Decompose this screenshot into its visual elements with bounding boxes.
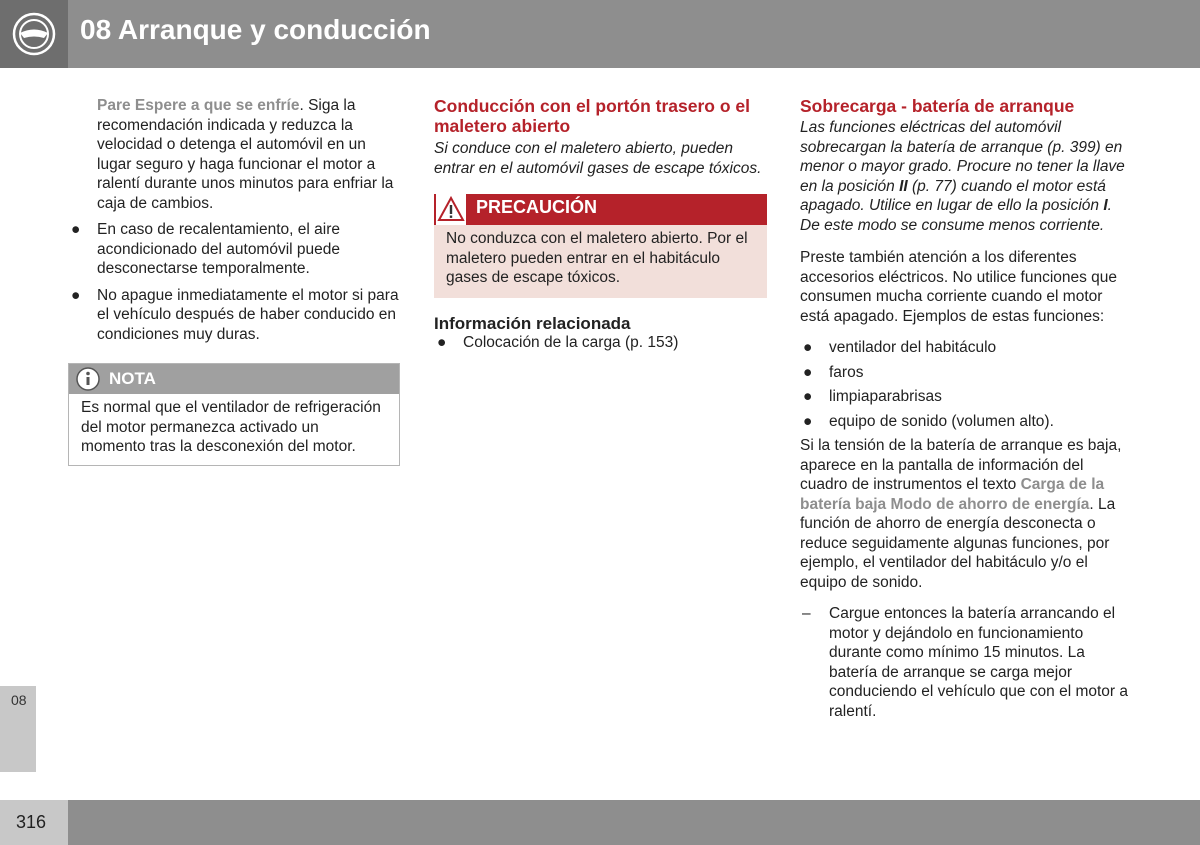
warning-body: No conduzca con el maletero abierto. Por el maletero pueden entrar en el habitáculo gases de escape tóxicos. xyxy=(434,225,767,298)
list-item xyxy=(68,286,400,345)
bullet-icon: ● xyxy=(803,339,813,356)
bullet-text: En caso de recalentamiento, el aire acondicionado del automóvil puede desconectarse temporalmente. xyxy=(97,221,341,277)
note-box xyxy=(68,363,400,466)
bullet-icon: ● xyxy=(437,334,447,351)
related-item-text[interactable]: Colocación de la carga (p. 153) xyxy=(463,334,679,351)
bullet-icon: ● xyxy=(71,221,81,238)
ui-message-text: Carga de la batería baja Modo de ahorro de energía xyxy=(800,476,1105,513)
bullet-text: limpiaparabrisas xyxy=(829,388,942,405)
column-2 xyxy=(434,96,767,353)
chapter-tab-label: 08 xyxy=(11,692,27,708)
info-icon xyxy=(73,364,103,394)
intro-text-c: (p. 77) cuando el motor está apagado. Utilice en lugar de ello la posición xyxy=(800,177,1106,214)
ui-message-text: Pare Espere a que se enfríe xyxy=(97,97,300,114)
section-intro: Si conduce con el maletero abierto, pueden entrar en el automóvil gases de escape tóxicos. xyxy=(434,140,762,177)
header-icon-box xyxy=(0,0,68,68)
bullet-icon: ● xyxy=(803,412,813,430)
paragraph: Preste también atención a los diferentes accesorios eléctricos. No utilice funciones que consumen mucha corriente cuando el motor está apagado. Ejemplos de estas funciones: xyxy=(800,249,1118,325)
key-position-i: I xyxy=(1103,197,1108,214)
bullet-icon: ● xyxy=(803,388,813,405)
page-footer xyxy=(0,800,1200,845)
bullet-text: No apague inmediatamente el motor si para el vehículo después de haber conducido en condiciones muy duras. xyxy=(97,286,399,343)
note-body: Es normal que el ventilador de refrigeración del motor permanezca activado un momento tras la desconexión del motor. xyxy=(81,399,381,455)
intro-paragraph xyxy=(68,96,400,213)
note-header xyxy=(69,364,399,394)
page-number: 316 xyxy=(16,812,47,832)
related-heading: Información relacionada xyxy=(434,313,631,333)
page-number-box xyxy=(0,800,68,845)
step-text: Cargue entonces la batería arrancando el motor y dejándolo en funcionamiento durante como mínimo 15 minutos. La batería de arranque se carga mejor conduciendo el vehículo que con el motor a ralentí. xyxy=(829,605,1129,720)
section-heading: Conducción con el portón trasero o el maletero abierto xyxy=(434,96,750,136)
bullet-text: ventilador del habitáculo xyxy=(829,339,997,356)
step-item xyxy=(800,604,1135,721)
para2-text-a: Si la tensión de la batería de arranque es baja, aparece en la pantalla de información del cuadro de instrumentos el texto xyxy=(800,437,1122,493)
intro-text-a: Las funciones eléctricas del automóvil sobrecargan la batería de arranque (p. 399) en menor o mayor grado. Procure no tener la llave en la posición xyxy=(800,119,1125,195)
intro-text-e: . De este modo se consume menos corriente. xyxy=(800,197,1112,234)
list-item xyxy=(68,220,400,279)
bullet-text: equipo de sonido (volumen alto). xyxy=(829,412,1054,430)
paragraph xyxy=(800,436,1135,592)
bullet-icon: ● xyxy=(803,363,813,381)
list-item xyxy=(800,363,1135,383)
column-1 xyxy=(68,96,400,466)
warning-box xyxy=(434,194,767,298)
intro-text: . Siga la recomendación indicada y reduzca la velocidad o detenga el automóvil en un lugar seguro y haga funcionar el motor a ralentí durante unos minutos para enfriar la caja de cambios. xyxy=(97,97,394,212)
steering-wheel-icon xyxy=(0,0,68,68)
bullet-text: faros xyxy=(829,363,864,381)
para2-text-b: . La función de ahorro de energía desconecta o reduce seguidamente algunas funciones, por ejemplo, el ventilador del habitáculo y/o el equipo de sonido. xyxy=(800,495,1116,591)
dash-icon: – xyxy=(802,605,811,622)
bullet-icon: ● xyxy=(71,286,81,304)
warning-title: PRECAUCIÓN xyxy=(476,197,598,217)
key-position-ii: II xyxy=(899,177,908,195)
section-heading: Sobrecarga - batería de arranque xyxy=(800,96,1075,116)
warning-triangle-icon xyxy=(436,194,466,225)
page-header xyxy=(0,0,1200,68)
chapter-title: 08 Arranque y conducción xyxy=(80,14,431,45)
section-intro xyxy=(800,118,1135,235)
list-item xyxy=(800,412,1135,432)
list-item xyxy=(800,338,1135,358)
list-item xyxy=(800,387,1135,407)
related-item[interactable] xyxy=(434,333,767,353)
warning-header xyxy=(434,194,767,225)
chapter-side-tab xyxy=(0,686,36,772)
column-3 xyxy=(800,96,1135,721)
note-title: NOTA xyxy=(109,369,156,388)
